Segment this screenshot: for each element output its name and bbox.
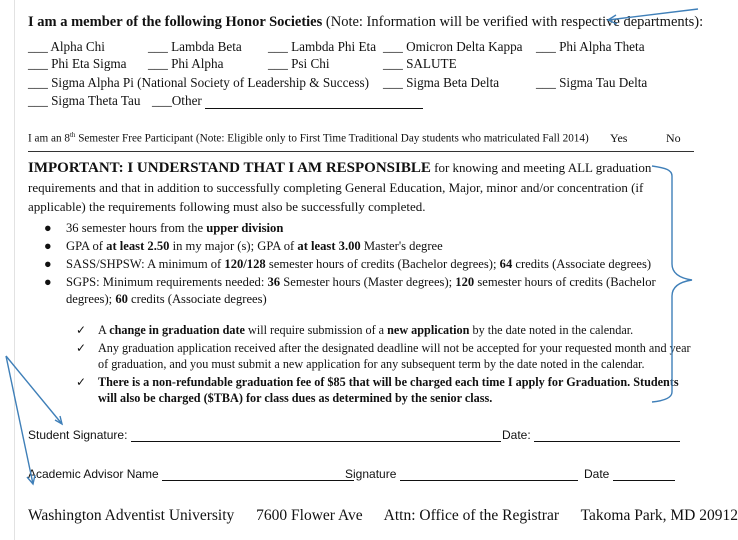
date-field-1[interactable] <box>534 430 680 442</box>
advisor-name-line <box>28 467 354 481</box>
advisor-signature-field[interactable] <box>400 469 578 481</box>
honor-row-1 <box>28 39 688 57</box>
honor-row-2 <box>28 56 688 74</box>
graduation-form-document <box>18 6 738 536</box>
society-option[interactable]: ___ Sigma Alpha Pi (National Society of Leadership & Success) <box>28 75 369 90</box>
honor-societies-heading <box>28 14 703 31</box>
registrar-attention: Attn: Office of the Registrar <box>383 507 560 524</box>
society-option[interactable]: ___ Lambda Phi Eta <box>268 39 377 54</box>
slide-right-margin <box>690 0 720 540</box>
acknowledgement-list <box>76 322 696 408</box>
section-divider <box>28 151 694 152</box>
date-line-1 <box>502 428 680 442</box>
signature-label: Signature <box>345 467 397 481</box>
advisor-signature-line <box>345 467 578 481</box>
list-item: ✓ Any graduation application received after the designated deadline will not be accepted for your requested month and year of graduation, and you must submit a new application for any subsequent term by the date noted in the calendar. <box>76 340 691 371</box>
checkmark-icon: ✓ <box>76 340 87 355</box>
checkmark-icon: ✓ <box>76 374 87 389</box>
bullet-icon: ● <box>44 239 52 253</box>
society-option[interactable]: ___ Phi Alpha Theta <box>536 39 645 54</box>
important-lead: IMPORTANT: I UNDERSTAND THAT I AM RESPONSIBLE <box>28 160 431 176</box>
date-field-2[interactable] <box>613 469 675 481</box>
advisor-name-label: Academic Advisor Name <box>28 467 159 481</box>
honor-row-3 <box>28 75 688 93</box>
bullet-icon: ● <box>44 257 52 271</box>
university-city: Takoma Park, MD 20912 <box>580 507 738 524</box>
honor-heading-note: (Note: Information will be verified with respective departments): <box>325 14 704 30</box>
university-address: 7600 Flower Ave <box>256 507 363 524</box>
student-signature-line <box>28 428 501 442</box>
society-option[interactable]: ___ Sigma Beta Delta <box>383 75 500 90</box>
society-option[interactable]: ___ Alpha Chi <box>28 39 105 54</box>
student-signature-field[interactable] <box>131 430 501 442</box>
society-option-other[interactable]: ___Other <box>152 93 423 109</box>
checkmark-icon: ✓ <box>76 323 87 337</box>
society-option[interactable]: ___ Phi Alpha <box>148 56 224 71</box>
bullet-icon: ● <box>44 221 52 235</box>
list-item: ● GPA of at least 2.50 in my major (s); GPA of at least 3.00 Master's degree <box>44 239 443 253</box>
society-option[interactable]: ___ SALUTE <box>383 56 457 71</box>
important-body: for knowing and meeting ALL graduation requirements and that in addition to successfully completing General Education, Major, minor and/or concentration (if applicable) the requirements following must also be successfully completed. <box>28 160 652 214</box>
eighth-semester-statement: I am an 8th Semester Free Participant (Note: Eligible only to First Time Traditional Day students who matriculated Fall 2014) <box>28 131 589 145</box>
university-footer <box>28 507 738 525</box>
society-option[interactable]: ___ Omicron Delta Kappa <box>383 39 523 54</box>
date-line-2 <box>584 467 675 481</box>
no-option[interactable]: No <box>666 131 681 145</box>
requirements-list <box>42 220 682 309</box>
list-item: ✓ There is a non-refundable graduation fee of $85 that will be charged each time I apply for Graduation. Students will also be charged ($TBA) for class dues as determined by the senior class. <box>76 374 679 405</box>
important-statement <box>28 158 688 216</box>
society-option[interactable]: ___ Sigma Theta Tau <box>28 93 141 108</box>
date-label-2: Date <box>584 467 610 481</box>
university-name: Washington Adventist University <box>28 507 235 524</box>
other-society-input[interactable] <box>205 96 423 109</box>
list-item: ● SGPS: Minimum requirements needed: 36 Semester hours (Master degrees); 120 semester hours of credits (Bachelor degrees); 60 credits (Associate degrees) <box>44 275 656 306</box>
student-signature-label: Student Signature: <box>28 428 128 442</box>
slide-left-edge <box>0 0 15 540</box>
list-item: ● 36 semester hours from the upper division <box>44 221 284 235</box>
honor-heading-text: I am a member of the following Honor Societies <box>28 14 323 30</box>
society-option[interactable]: ___ Psi Chi <box>268 56 330 71</box>
society-option[interactable]: ___ Sigma Tau Delta <box>536 75 648 90</box>
advisor-name-field[interactable] <box>162 469 354 481</box>
society-option[interactable]: ___ Phi Eta Sigma <box>28 56 127 71</box>
date-label-1: Date: <box>502 428 531 442</box>
list-item: ● SASS/SHPSW: A minimum of 120/128 semester hours of credits (Bachelor degrees); 64 credits (Associate degrees) <box>44 257 652 271</box>
bullet-icon: ● <box>44 275 52 289</box>
society-option[interactable]: ___ Lambda Beta <box>148 39 242 54</box>
honor-row-4 <box>28 93 688 111</box>
list-item: ✓ A change in graduation date will require submission of a new application by the date noted in the calendar. <box>76 323 634 337</box>
yes-option[interactable]: Yes <box>610 131 628 145</box>
